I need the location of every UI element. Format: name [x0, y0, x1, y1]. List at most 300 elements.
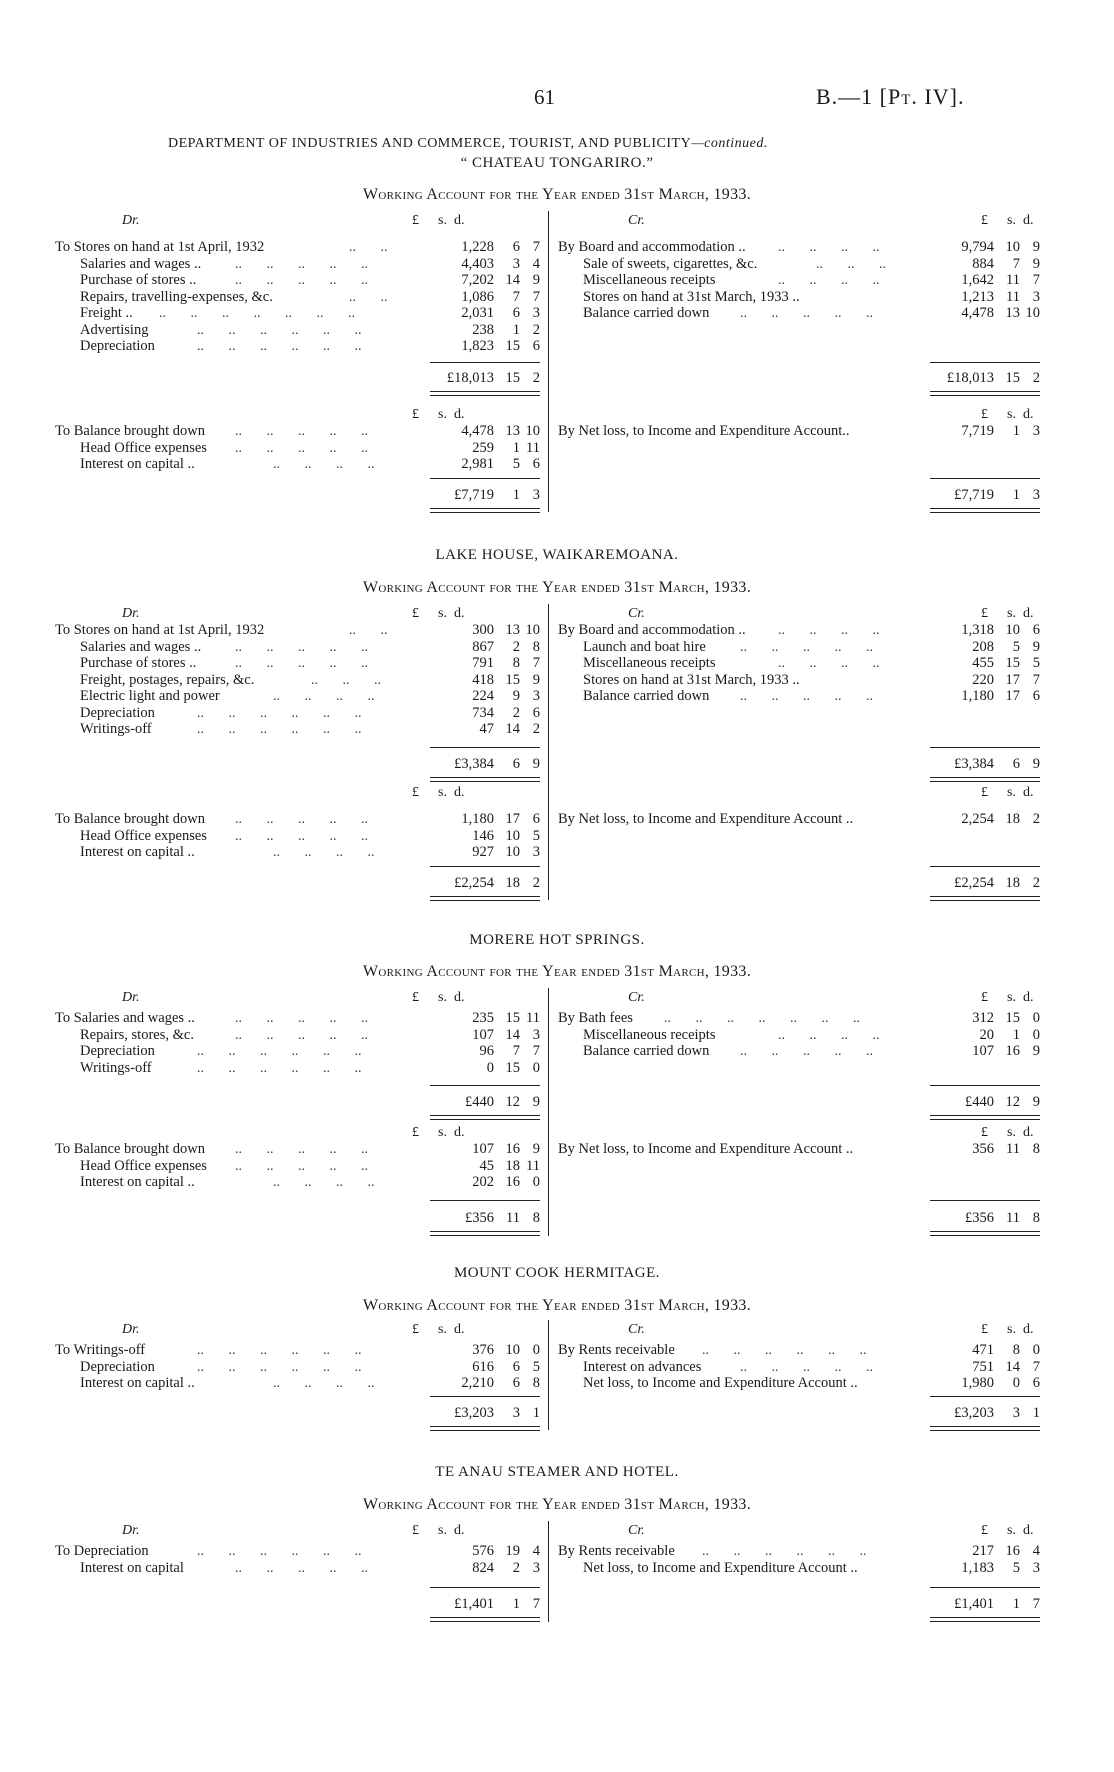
- col-head-right-pounds: £: [981, 407, 988, 422]
- debit-total-shillings: 11: [506, 1210, 520, 1226]
- credit-item-amount: [940, 1010, 1040, 1027]
- ledger-divider: [548, 988, 549, 1236]
- debit-item-label: To Salaries and wages ..: [55, 1010, 195, 1026]
- debit-leader-dots: .. .. .. .. ..: [235, 1027, 393, 1043]
- debit-total-double-rule: [430, 896, 540, 901]
- debit-item-amount: [440, 672, 540, 689]
- debit-item-label: Depreciation: [80, 1358, 155, 1375]
- debit-item-amount-pounds: 45: [479, 1157, 494, 1174]
- credit-item-amount-shillings: 10: [1005, 622, 1020, 638]
- debit-item-amount-shillings: 16: [505, 1141, 520, 1157]
- debit-total-rule: [430, 866, 540, 867]
- debit-item-amount: [440, 639, 540, 656]
- debit-item-amount-shillings: 13: [505, 423, 520, 439]
- col-head-left-pence: d.: [454, 1125, 465, 1140]
- debit-item-amount-pence: 6: [532, 811, 540, 827]
- credit-total-pence: 9: [1032, 756, 1040, 772]
- account-subtitle: Working Account for the Year ended 31st March, 1933.: [362, 1496, 751, 1513]
- debit-item-amount-pounds: 224: [472, 688, 494, 704]
- debit-item-amount-shillings: 2: [512, 704, 520, 721]
- debit-leader-dots: .. ..: [349, 623, 412, 638]
- debit-item-amount-pounds: 96: [479, 1043, 494, 1059]
- credit-item-amount-shillings: 5: [1012, 1559, 1020, 1576]
- credit-item-amount: [940, 256, 1040, 273]
- credit-item-amount-pence: 6: [1032, 1375, 1040, 1391]
- credit-item-amount-pence: 7: [1032, 671, 1040, 688]
- debit-item-amount-shillings: 13: [505, 622, 520, 638]
- debit-item-amount: [440, 811, 540, 828]
- credit-total: [940, 370, 1040, 387]
- col-head-right-shillings: s.: [1007, 606, 1016, 621]
- col-head-right-pence: d.: [1023, 1523, 1034, 1538]
- credit-item-amount-shillings: 14: [1005, 1358, 1020, 1375]
- credit-item-amount-pounds: 9,794: [961, 239, 994, 255]
- debit-item-amount: [440, 1158, 540, 1175]
- credit-item-amount-pence: 8: [1032, 1141, 1040, 1157]
- col-head-left-shillings: s.: [438, 407, 447, 422]
- credit-item-amount-pounds: 20: [979, 1026, 994, 1043]
- credit-total-double-rule: [930, 1115, 1040, 1120]
- debit-total: [440, 875, 540, 892]
- debit-total: [440, 1210, 540, 1227]
- debit-item-label: Interest on capital ..: [80, 456, 195, 472]
- credit-item-amount-pounds: 7,719: [961, 423, 994, 439]
- debit-item-label: To Stores on hand at 1st April, 1932: [55, 622, 265, 638]
- debit-item-amount: [440, 289, 540, 306]
- credit-item-amount-shillings: 1: [1012, 1026, 1020, 1043]
- credit-item-amount-pounds: 356: [972, 1141, 994, 1157]
- debit-item-amount: [440, 440, 540, 457]
- debit-leader-dots: .. .. .. .. ..: [235, 812, 393, 827]
- debit-item-amount: [440, 272, 540, 289]
- debit-item-amount-pounds: 791: [472, 655, 494, 671]
- debit-total-pounds: £440: [465, 1094, 494, 1110]
- debit-item-amount-pence: 0: [532, 1342, 540, 1358]
- credit-item-amount-pounds: 217: [972, 1543, 994, 1559]
- debit-item-amount: [440, 256, 540, 273]
- credit-heading: Cr.: [628, 213, 645, 228]
- credit-total-double-rule: [930, 1231, 1040, 1236]
- debit-total-pence: 9: [532, 1094, 540, 1110]
- credit-item-label: By Bath fees: [558, 1010, 633, 1026]
- credit-item-label: Net loss, to Income and Expenditure Account ..: [583, 1559, 858, 1576]
- debit-leader-dots: .. .. .. .. .. ..: [197, 1359, 386, 1375]
- credit-total-pence: 7: [1032, 1596, 1040, 1612]
- credit-item-amount: [940, 272, 1040, 289]
- credit-item-amount-pounds: 2,254: [961, 811, 994, 827]
- credit-item-label: By Net loss, to Income and Expenditure Account ..: [558, 1141, 854, 1157]
- debit-total: [440, 370, 540, 387]
- col-head-left-shillings: s.: [438, 1125, 447, 1140]
- debit-item-amount-shillings: 5: [512, 456, 520, 472]
- credit-item-amount-pence: 9: [1032, 239, 1040, 255]
- debit-item-label: Interest on capital ..: [80, 844, 195, 860]
- debit-item-amount: [440, 1543, 540, 1560]
- debit-item-amount-pounds: 4,403: [461, 255, 494, 272]
- debit-total-shillings: 15: [505, 370, 520, 386]
- debit-item-amount-pence: 3: [532, 844, 540, 860]
- credit-total-rule: [930, 1396, 1040, 1397]
- col-head-right-pounds: £: [981, 213, 988, 228]
- credit-item-label: Sale of sweets, cigarettes, &c.: [583, 255, 758, 272]
- debit-item-label: Head Office expenses: [80, 1157, 207, 1174]
- credit-item-amount-shillings: 7: [1012, 255, 1020, 272]
- debit-item-label: Repairs, travelling-expenses, &c.: [80, 288, 273, 305]
- credit-item-amount-pence: 9: [1032, 638, 1040, 655]
- debit-total-shillings: 1: [512, 1596, 520, 1612]
- debit-total-double-rule: [430, 777, 540, 782]
- debit-item-amount: [440, 1174, 540, 1191]
- debit-item-label: Depreciation: [80, 1043, 155, 1059]
- col-head-left-shillings: s.: [438, 1322, 447, 1337]
- credit-leader-dots: .. .. .. .. ..: [740, 689, 898, 704]
- credit-total-pounds: £1,401: [954, 1596, 994, 1612]
- debit-item-label: To Stores on hand at 1st April, 1932: [55, 239, 265, 255]
- credit-item-label: Miscellaneous receipts: [583, 655, 716, 671]
- credit-total-double-rule: [930, 391, 1040, 396]
- credit-total-shillings: 1: [1012, 1596, 1020, 1612]
- debit-total-rule: [430, 1200, 540, 1201]
- account-title: MOUNT COOK HERMITAGE.: [453, 1265, 661, 1281]
- debit-item-label: Head Office expenses: [80, 439, 207, 456]
- credit-total-double-rule: [930, 777, 1040, 782]
- debit-leader-dots: .. .. .. ..: [273, 1376, 399, 1391]
- debit-leader-dots: .. .. .. .. ..: [235, 440, 393, 456]
- credit-item-label: By Net loss, to Income and Expenditure Account ..: [558, 811, 854, 827]
- credit-item-amount-shillings: 0: [1012, 1375, 1020, 1391]
- debit-item-amount-pence: 4: [532, 255, 540, 272]
- debit-item-amount-pounds: 927: [472, 844, 494, 860]
- col-head-left-pence: d.: [454, 213, 465, 228]
- credit-item-amount-shillings: 16: [1005, 1043, 1020, 1059]
- debit-item-amount: [440, 688, 540, 705]
- debit-item-amount-shillings: 9: [512, 688, 520, 704]
- debit-total-double-rule: [430, 508, 540, 513]
- credit-item-amount-pence: 9: [1032, 1043, 1040, 1059]
- debit-leader-dots: .. .. .. .. .. .. ..: [159, 306, 380, 321]
- credit-item-amount: [940, 655, 1040, 672]
- debit-item-amount-pence: 10: [525, 423, 540, 439]
- credit-item-amount-shillings: 16: [1005, 1543, 1020, 1559]
- credit-leader-dots: .. .. .. .. ..: [740, 1044, 898, 1059]
- debit-total-pounds: £356: [465, 1210, 494, 1226]
- debit-item-amount-pence: 5: [532, 1358, 540, 1375]
- debit-total-pence: 2: [532, 370, 540, 386]
- col-head-right-pounds: £: [981, 1523, 988, 1538]
- col-head-right-pounds: £: [981, 785, 988, 800]
- debit-item-amount: [440, 1560, 540, 1577]
- debit-item-amount-shillings: 1: [512, 439, 520, 456]
- debit-item-amount-pounds: 107: [472, 1141, 494, 1157]
- debit-item-amount-pence: 8: [532, 1375, 540, 1391]
- credit-total-shillings: 18: [1005, 875, 1020, 891]
- debit-item-amount-pence: 7: [532, 1043, 540, 1059]
- credit-item-amount: [940, 1043, 1040, 1060]
- credit-item-amount: [940, 305, 1040, 322]
- credit-item-label: Interest on advances: [583, 1358, 702, 1375]
- debit-item-amount-pence: 9: [532, 671, 540, 688]
- debit-total-shillings: 12: [505, 1094, 520, 1110]
- credit-item-amount: [940, 1560, 1040, 1577]
- debit-leader-dots: .. .. .. .. ..: [235, 1142, 393, 1157]
- debit-total-rule: [430, 1587, 540, 1588]
- debit-leader-dots: .. .. .. .. .. ..: [197, 339, 386, 354]
- credit-item-label: By Rents receivable: [558, 1342, 675, 1358]
- debit-item-amount-shillings: 14: [505, 1026, 520, 1043]
- credit-item-label: By Net loss, to Income and Expenditure Account..: [558, 423, 850, 439]
- credit-item-amount: [940, 672, 1040, 689]
- credit-item-amount-pence: 0: [1032, 1010, 1040, 1026]
- debit-item-amount-pence: 0: [532, 1059, 540, 1076]
- debit-item-amount-shillings: 19: [505, 1543, 520, 1559]
- col-head-left-pounds: £: [412, 1322, 419, 1337]
- credit-item-label: By Board and accommodation ..: [558, 239, 746, 255]
- debit-item-amount-pounds: 47: [479, 721, 494, 737]
- debit-item-amount: [440, 721, 540, 738]
- col-head-right-pounds: £: [981, 1125, 988, 1140]
- credit-item-amount-pence: 3: [1032, 423, 1040, 439]
- debit-item-label: Freight ..: [80, 305, 133, 321]
- credit-item-amount: [940, 1543, 1040, 1560]
- credit-leader-dots: .. .. .. ..: [778, 1027, 904, 1043]
- debit-item-label: To Writings-off: [55, 1342, 146, 1358]
- debit-total-rule: [430, 1085, 540, 1086]
- debit-total-double-rule: [430, 1617, 540, 1622]
- debit-leader-dots: .. .. .. ..: [273, 845, 399, 860]
- ledger-divider: [548, 211, 549, 512]
- debit-item-label: Depreciation: [80, 704, 155, 721]
- col-head-left-shillings: s.: [438, 606, 447, 621]
- debit-total-pounds: £1,401: [454, 1596, 494, 1612]
- debit-item-label: Interest on capital: [80, 1559, 184, 1576]
- col-head-right-shillings: s.: [1007, 407, 1016, 422]
- debit-item-label: Salaries and wages ..: [80, 255, 202, 272]
- debit-item-amount-pounds: 734: [472, 704, 494, 721]
- debit-leader-dots: .. .. .. .. .. ..: [197, 1343, 386, 1358]
- debit-item-label: To Balance brought down: [55, 423, 205, 439]
- credit-item-label: Balance carried down: [583, 305, 710, 321]
- col-head-left-pounds: £: [412, 1523, 419, 1538]
- debit-item-amount: [440, 423, 540, 440]
- col-head-left-pounds: £: [412, 213, 419, 228]
- debit-total-pounds: £2,254: [454, 875, 494, 891]
- credit-total-rule: [930, 362, 1040, 363]
- debit-item-label: Purchase of stores ..: [80, 655, 197, 671]
- debit-item-amount-pounds: 2,031: [461, 305, 494, 321]
- credit-item-amount-shillings: 17: [1005, 688, 1020, 704]
- debit-leader-dots: .. .. .. .. .. ..: [197, 1544, 386, 1559]
- credit-item-amount-shillings: 11: [1006, 1141, 1020, 1157]
- col-head-right-pence: d.: [1023, 1322, 1034, 1337]
- credit-total-pence: 2: [1032, 370, 1040, 386]
- debit-item-amount-shillings: 1: [512, 321, 520, 338]
- debit-item-amount-pounds: 1,228: [461, 239, 494, 255]
- credit-total-double-rule: [930, 896, 1040, 901]
- credit-total-shillings: 6: [1012, 756, 1020, 772]
- debit-total-rule: [430, 1396, 540, 1397]
- credit-item-amount-pounds: 220: [972, 671, 994, 688]
- col-head-right-shillings: s.: [1007, 1523, 1016, 1538]
- col-head-left-shillings: s.: [438, 990, 447, 1005]
- credit-item-amount-shillings: 8: [1012, 1342, 1020, 1358]
- debit-item-amount-pence: 3: [532, 1559, 540, 1576]
- col-head-left-pence: d.: [454, 606, 465, 621]
- col-head-left-pence: d.: [454, 407, 465, 422]
- debit-total-double-rule: [430, 1426, 540, 1431]
- credit-item-amount-shillings: 15: [1005, 1010, 1020, 1026]
- account-title: LAKE HOUSE, WAIKAREMOANA.: [435, 547, 679, 563]
- debit-leader-dots: .. .. .. .. ..: [235, 1560, 393, 1576]
- credit-total: [940, 1094, 1040, 1111]
- debit-item-amount-pence: 8: [532, 638, 540, 655]
- debit-total: [440, 1094, 540, 1111]
- col-head-left-shillings: s.: [438, 213, 447, 228]
- debit-item-amount: [440, 655, 540, 672]
- debit-item-amount-shillings: 7: [512, 288, 520, 305]
- credit-item-amount-pounds: 1,642: [961, 272, 994, 288]
- credit-item-amount-pence: 3: [1032, 288, 1040, 305]
- debit-item-amount-pounds: 0: [486, 1059, 494, 1076]
- debit-item-amount-pounds: 824: [472, 1559, 494, 1576]
- debit-item-amount-shillings: 14: [505, 721, 520, 737]
- debit-leader-dots: .. .. .. .. .. ..: [197, 322, 386, 338]
- credit-item-amount-shillings: 17: [1005, 671, 1020, 688]
- debit-item-amount-pounds: 2,981: [461, 456, 494, 472]
- credit-heading: Cr.: [628, 606, 645, 621]
- credit-leader-dots: .. .. .. ..: [778, 240, 904, 255]
- debit-item-amount-pence: 7: [532, 288, 540, 305]
- credit-item-amount: [940, 1141, 1040, 1158]
- credit-item-amount-pounds: 471: [972, 1342, 994, 1358]
- debit-item-label: Freight, postages, repairs, &c.: [80, 671, 255, 688]
- debit-item-amount-pence: 7: [532, 239, 540, 255]
- credit-item-amount-shillings: 10: [1005, 239, 1020, 255]
- debit-item-amount: [440, 844, 540, 861]
- credit-leader-dots: .. .. .. .. ..: [740, 306, 898, 321]
- debit-item-amount-pence: 11: [526, 1157, 540, 1174]
- debit-leader-dots: .. .. .. .. ..: [235, 273, 393, 288]
- account-subtitle: Working Account for the Year ended 31st March, 1933.: [362, 186, 751, 203]
- credit-item-amount-shillings: 11: [1006, 288, 1020, 305]
- credit-leader-dots: .. .. .. ..: [778, 273, 904, 288]
- debit-item-amount-pounds: 7,202: [461, 272, 494, 288]
- col-head-right-pence: d.: [1023, 785, 1034, 800]
- credit-leader-dots: .. .. .. .. .. ..: [702, 1343, 891, 1358]
- debit-heading: Dr.: [122, 1523, 140, 1538]
- credit-total: [940, 1596, 1040, 1613]
- debit-total-pence: 1: [532, 1405, 540, 1421]
- credit-heading: Cr.: [628, 990, 645, 1005]
- credit-total-shillings: 12: [1005, 1094, 1020, 1110]
- credit-item-amount-shillings: 13: [1005, 305, 1020, 321]
- credit-item-amount: [940, 1027, 1040, 1044]
- debit-item-amount: [440, 1141, 540, 1158]
- debit-leader-dots: .. .. .. .. .. ..: [197, 705, 386, 721]
- debit-total-pounds: £3,203: [454, 1405, 494, 1421]
- credit-heading: Cr.: [628, 1523, 645, 1538]
- credit-total-pounds: £3,203: [954, 1405, 994, 1421]
- debit-total-double-rule: [430, 391, 540, 396]
- debit-total-rule: [430, 747, 540, 748]
- debit-item-label: Advertising: [80, 321, 149, 338]
- debit-leader-dots: .. .. .. .. ..: [235, 424, 393, 439]
- credit-item-amount-pence: 5: [1032, 655, 1040, 671]
- credit-item-label: Balance carried down: [583, 688, 710, 704]
- col-head-right-pounds: £: [981, 990, 988, 1005]
- debit-total-pounds: £3,384: [454, 756, 494, 772]
- debit-item-label: Salaries and wages ..: [80, 638, 202, 655]
- debit-item-amount-pounds: 107: [472, 1026, 494, 1043]
- debit-item-amount-shillings: 14: [505, 272, 520, 288]
- debit-item-amount-pounds: 418: [472, 671, 494, 688]
- credit-item-amount: [940, 1359, 1040, 1376]
- col-head-left-pounds: £: [412, 1125, 419, 1140]
- debit-total-shillings: 18: [505, 875, 520, 891]
- debit-item-amount: [440, 622, 540, 639]
- debit-item-amount: [440, 1375, 540, 1392]
- debit-item-amount-shillings: 7: [512, 1043, 520, 1059]
- credit-item-amount-pence: 6: [1032, 688, 1040, 704]
- ledger-divider: [548, 1320, 549, 1430]
- account-title: MORERE HOT SPRINGS.: [469, 932, 645, 948]
- credit-total-shillings: 1: [1012, 487, 1020, 503]
- debit-item-amount: [440, 239, 540, 256]
- debit-item-amount-pounds: 1,086: [461, 288, 494, 305]
- credit-leader-dots: .. .. .. ..: [778, 623, 904, 638]
- credit-total-pounds: £18,013: [946, 370, 994, 386]
- credit-total-pence: 3: [1032, 487, 1040, 503]
- debit-item-amount-pounds: 867: [472, 638, 494, 655]
- col-head-right-pounds: £: [981, 1322, 988, 1337]
- col-head-left-shillings: s.: [438, 785, 447, 800]
- col-head-left-pence: d.: [454, 1322, 465, 1337]
- credit-total-pence: 9: [1032, 1094, 1040, 1110]
- account-title: TE ANAU STEAMER AND HOTEL.: [435, 1464, 679, 1480]
- continued-note: —continued.: [691, 136, 768, 151]
- debit-leader-dots: .. .. ..: [311, 672, 406, 688]
- debit-item-amount: [440, 1359, 540, 1376]
- debit-item-amount-pence: 6: [532, 704, 540, 721]
- debit-item-label: Head Office expenses: [80, 827, 207, 844]
- credit-item-amount-pounds: 208: [972, 638, 994, 655]
- debit-leader-dots: .. .. .. .. ..: [235, 828, 393, 844]
- debit-item-amount-shillings: 16: [505, 1174, 520, 1190]
- debit-total-shillings: 6: [512, 756, 520, 772]
- credit-item-amount-pounds: 1,318: [961, 622, 994, 638]
- credit-total-rule: [930, 478, 1040, 479]
- credit-item-amount-shillings: 18: [1005, 811, 1020, 827]
- debit-leader-dots: .. .. .. .. .. ..: [197, 1060, 386, 1076]
- debit-item-label: Interest on capital ..: [80, 1375, 195, 1391]
- credit-item-amount-pence: 9: [1032, 255, 1040, 272]
- debit-item-label: To Balance brought down: [55, 1141, 205, 1157]
- col-head-left-pence: d.: [454, 1523, 465, 1538]
- col-head-right-pence: d.: [1023, 990, 1034, 1005]
- debit-item-amount: [440, 1010, 540, 1027]
- debit-item-amount-shillings: 3: [512, 255, 520, 272]
- credit-total: [940, 756, 1040, 773]
- credit-total-pounds: £356: [965, 1210, 994, 1226]
- col-head-right-pence: d.: [1023, 213, 1034, 228]
- debit-heading: Dr.: [122, 606, 140, 621]
- credit-item-amount-pence: 7: [1032, 1358, 1040, 1375]
- credit-total: [940, 487, 1040, 504]
- col-head-right-pounds: £: [981, 606, 988, 621]
- debit-item-amount-pence: 9: [532, 272, 540, 288]
- debit-total-rule: [430, 362, 540, 363]
- debit-item-amount-pounds: 259: [472, 439, 494, 456]
- debit-total-shillings: 1: [512, 487, 520, 503]
